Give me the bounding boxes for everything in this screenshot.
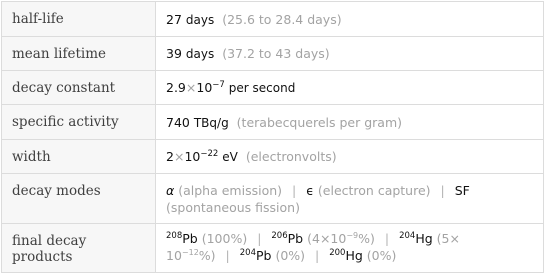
- width-exponent: −22: [200, 148, 219, 159]
- width-mantissa: 2: [166, 149, 174, 164]
- decay-mode-symbol: ϵ: [306, 183, 314, 198]
- isotope-fraction: $(4\times 10^{-9}\%)$: [307, 230, 375, 246]
- specific-activity-unit: TBq/g: [193, 115, 229, 130]
- isotope-separator: |: [257, 231, 262, 246]
- isotope-element: Hg: [415, 231, 433, 246]
- isotope-mass: 208: [166, 230, 183, 241]
- row-half-life: [2, 2, 544, 37]
- row-final-decay-products: [2, 224, 544, 273]
- value-final-decay-products: [156, 224, 544, 273]
- isotope-element: Pb: [255, 248, 272, 263]
- isotope-mass: 206: [271, 230, 288, 241]
- decay-mode-separator: |: [292, 183, 297, 198]
- row-mean-lifetime: [2, 37, 544, 71]
- label-decay-constant: decay constant: [2, 71, 156, 105]
- isotope-fraction: (0%): [366, 248, 397, 263]
- decay-mode-symbol: SF: [454, 183, 470, 198]
- label-decay-modes: decay modes: [2, 174, 156, 224]
- decay-mode-symbol: α: [166, 183, 175, 198]
- isotope-fraction: (100%): [201, 231, 248, 246]
- isotope-mass: 204: [399, 230, 416, 241]
- isotope-element: Pb: [287, 231, 304, 246]
- half-life-value: 27: [166, 11, 182, 27]
- decay-constant-unit: per second: [228, 81, 296, 95]
- isotope-separator: |: [225, 248, 230, 263]
- isotope-mass: 204: [239, 247, 256, 258]
- isotope-separator: |: [384, 231, 390, 246]
- decay-constant-times: ×: [185, 80, 197, 95]
- width-base: 10: [184, 149, 201, 164]
- isotope-fraction: (0%): [275, 248, 306, 263]
- isotope-mass: 200: [329, 247, 346, 258]
- value-width: [156, 140, 544, 174]
- value-half-life: [156, 2, 544, 37]
- label-half-life: half-life: [2, 2, 156, 37]
- properties-table: [1, 1, 544, 273]
- decay-mode-desc: (alpha emission): [178, 183, 283, 198]
- value-decay-constant: [156, 71, 544, 105]
- isotope-element: Hg: [345, 248, 363, 263]
- value-decay-modes: [156, 174, 544, 224]
- width-note: (electronvolts): [245, 149, 337, 164]
- width-times: ×: [173, 149, 185, 164]
- label-mean-lifetime: mean lifetime: [2, 37, 156, 71]
- decay-mode-desc: (spontaneous fission): [166, 200, 300, 215]
- label-specific-activity: specific activity: [2, 105, 156, 140]
- decay-mode-desc: (electron capture): [317, 183, 431, 198]
- mean-lifetime-unit: days: [185, 47, 215, 61]
- value-mean-lifetime: [156, 37, 544, 71]
- decay-constant-mantissa: 2.9: [166, 80, 186, 95]
- decay-constant-base: 10: [196, 80, 213, 95]
- mean-lifetime-range: (37.2 to 43 days): [222, 46, 330, 61]
- isotope-separator: |: [315, 248, 320, 263]
- row-decay-modes: [2, 174, 544, 224]
- isotope-fraction: (5×: [436, 231, 460, 246]
- isotope-element: Pb: [182, 231, 198, 246]
- specific-activity-note: (terabecquerels per gram): [236, 114, 403, 130]
- isotope-fraction: $10^{-12}\%$): [166, 247, 216, 263]
- value-specific-activity: [156, 105, 544, 140]
- label-final-decay-products: final decay products: [2, 224, 156, 273]
- row-width: [2, 140, 544, 174]
- row-decay-constant: [2, 71, 544, 105]
- row-specific-activity: [2, 105, 544, 140]
- label-width: width: [2, 140, 156, 174]
- decay-constant-exponent: −7: [212, 79, 225, 90]
- half-life-unit: days: [185, 12, 215, 27]
- specific-activity-value: 740: [166, 114, 190, 130]
- half-life-range: (25.6 to 28.4 days): [222, 11, 342, 27]
- decay-mode-separator: |: [440, 183, 445, 198]
- mean-lifetime-value: 39: [166, 46, 182, 61]
- width-unit: eV: [222, 150, 238, 164]
